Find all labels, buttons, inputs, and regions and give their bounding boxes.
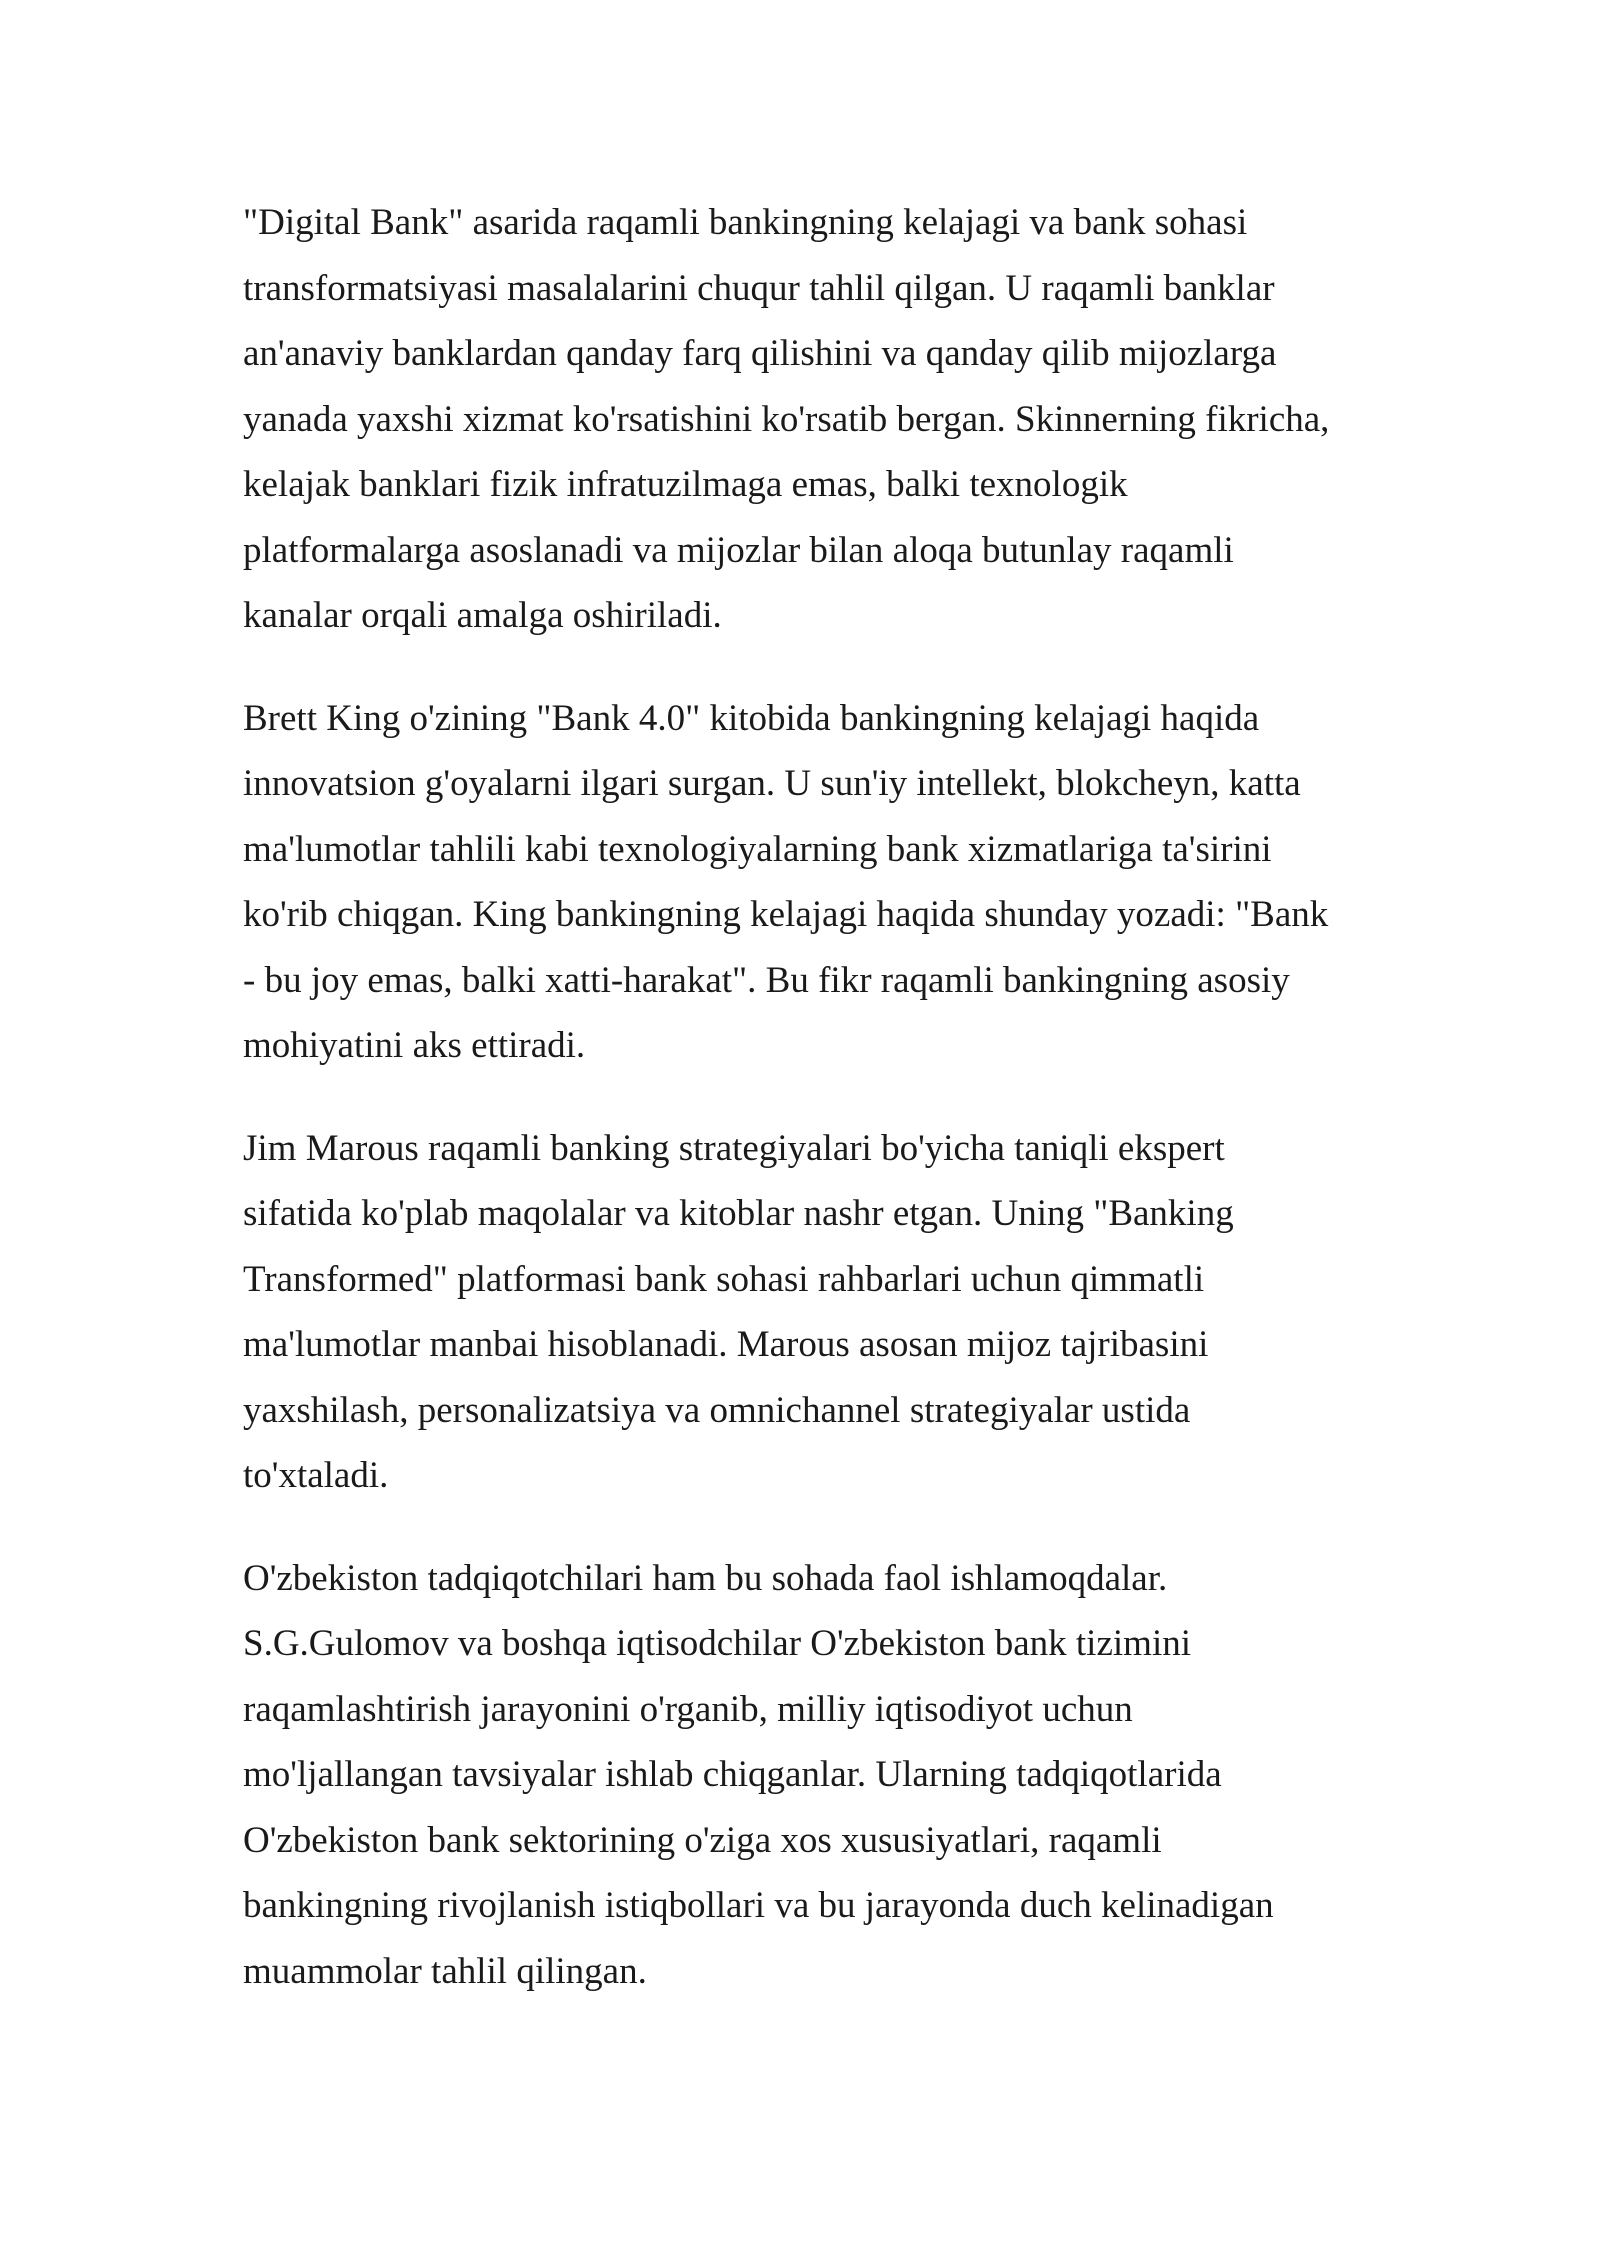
text-line: raqamlashtirish jarayonini o'rganib, milliy iqtisodiyot uchun bbox=[243, 1688, 1133, 1730]
text-line: - bu joy emas, balki xatti-harakat". Bu fikr raqamli bankingning asosiy bbox=[243, 959, 1290, 1001]
text-line: transformatsiyasi masalalarini chuqur tahlil qilgan. U raqamli banklar bbox=[243, 267, 1275, 309]
text-line: innovatsion g'oyalarni ilgari surgan. U sun'iy intellekt, blokcheyn, katta bbox=[243, 763, 1301, 804]
text-line: sifatida ko'plab maqolalar va kitoblar nashr etgan. Uning "Banking bbox=[243, 1193, 1234, 1234]
text-line: yaxshilash, personalizatsiya va omnichannel strategiyalar ustida bbox=[243, 1389, 1191, 1431]
text-line: platformalarga asoslanadi va mijozlar bilan aloqa butunlay raqamli bbox=[243, 529, 1234, 571]
text-line: mohiyatini aks ettiradi. bbox=[243, 1025, 586, 1066]
text-line: Jim Marous raqamli banking strategiyalari bo'yicha taniqli ekspert bbox=[243, 1127, 1225, 1169]
text-line: an'anaviy banklardan qanday farq qilishini va qanday qilib mijozlarga bbox=[243, 333, 1277, 374]
paragraph-brett-king bbox=[243, 686, 1373, 1079]
paragraph-digital-bank bbox=[243, 190, 1373, 649]
text-line: mo'ljallangan tavsiyalar ishlab chiqganlar. Ularning tadqiqotlarida bbox=[243, 1754, 1222, 1795]
text-line: to'xtaladi. bbox=[243, 1455, 389, 1496]
paragraph-uzbekistan-researchers bbox=[243, 1546, 1373, 2005]
text-line: O'zbekiston tadqiqotchilari ham bu sohada faol ishlamoqdalar. bbox=[243, 1557, 1168, 1599]
text-line: Transformed" platformasi bank sohasi rahbarlari uchun qimmatli bbox=[243, 1258, 1205, 1300]
text-line: ko'rib chiqgan. King bankingning kelajagi haqida shunday yozadi: "Bank bbox=[243, 894, 1329, 935]
text-line: muammolar tahlil qilingan. bbox=[243, 1950, 647, 1992]
document-body bbox=[243, 190, 1373, 2041]
paragraph-jim-marous bbox=[243, 1116, 1373, 1509]
text-line: bankingning rivojlanish istiqbollari va bu jarayonda duch kelinadigan bbox=[243, 1885, 1274, 1926]
text-line: kelajak banklari fizik infratuzilmaga emas, balki texnologik bbox=[243, 464, 1128, 505]
text-line: ma'lumotlar manbai hisoblanadi. Marous asosan mijoz tajribasini bbox=[243, 1324, 1209, 1365]
text-line: ma'lumotlar tahlili kabi texnologiyalarning bank xizmatlariga ta'sirini bbox=[243, 828, 1272, 870]
text-line: kanalar orqali amalga oshiriladi. bbox=[243, 595, 722, 636]
text-line: yanada yaxshi xizmat ko'rsatishini ko'rsatib bergan. Skinnerning fikricha, bbox=[243, 398, 1330, 440]
text-line: Brett King o'zining "Bank 4.0" kitobida bankingning kelajagi haqida bbox=[243, 697, 1260, 739]
text-line: "Digital Bank" asarida raqamli bankingning kelajagi va bank sohasi bbox=[243, 202, 1248, 243]
text-line: O'zbekiston bank sektorining o'ziga xos xususiyatlari, raqamli bbox=[243, 1819, 1162, 1861]
text-line: S.G.Gulomov va boshqa iqtisodchilar O'zbekiston bank tizimini bbox=[243, 1623, 1191, 1664]
